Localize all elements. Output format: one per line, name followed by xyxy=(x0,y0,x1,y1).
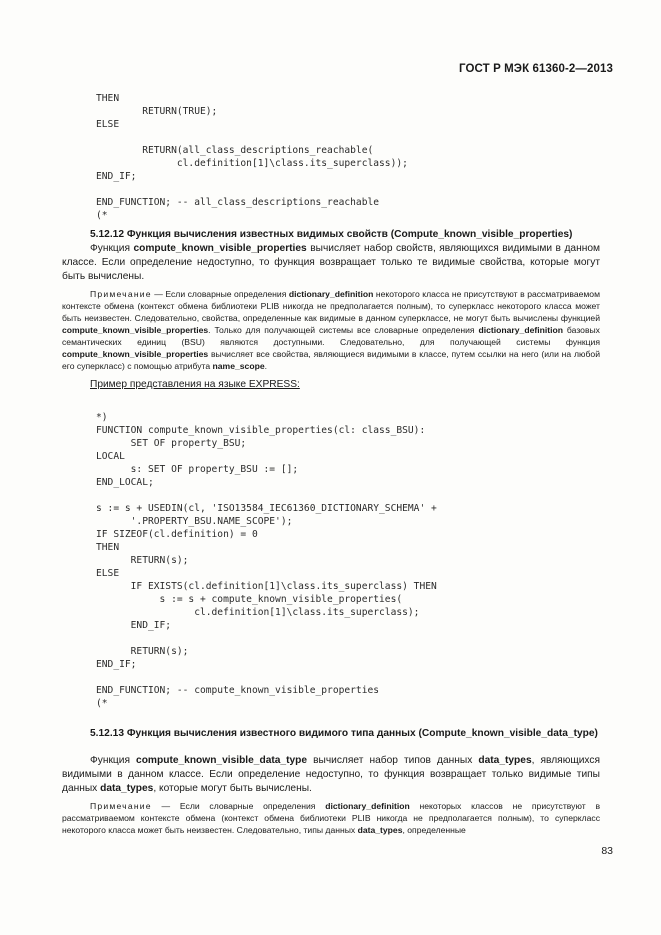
section-heading-5-12-13: 5.12.13 Функция вычисления известного видимого типа данных (Compute_known_visible_data_type) xyxy=(90,728,598,739)
page-number: 83 xyxy=(601,845,613,857)
example-label: Пример представления на языке EXPRESS: xyxy=(90,379,300,390)
code-block-1: THEN RETURN(TRUE); ELSE RETURN(all_class_descriptions_reachable( cl.definition[1]\class.its_superclass)); END_IF; END_FUNCTION; -- all_class_descriptions_reachable (* xyxy=(96,93,408,221)
note-label: Примечание xyxy=(90,289,152,299)
section-heading-5-12-12: 5.12.12 Функция вычисления известных видимых свойств (Compute_known_visible_properties) xyxy=(90,229,573,240)
standard-header: ГОСТ Р МЭК 61360-2—2013 xyxy=(459,63,613,75)
code-block-2: *) FUNCTION compute_known_visible_properties(cl: class_BSU): SET OF property_BSU; LOCAL s: SET OF property_BSU := []; END_LOCAL; s := s + USEDIN(cl, 'ISO13584_IEC61360_DICTIONARY_SCHEMA' + '.PROPERTY_BSU.NAME_SCOPE'); IF SIZEOF(cl.definition) = 0 THEN RETURN(s); ELSE IF EXISTS(cl.definition[1]\class.its_superclass) THEN s := s + compute_known_visible_properties( cl.definition[1]\class.its_superclass); END_IF; RETURN(s); END_IF; END_FUNCTION; -- compute_known_visible_properties (* xyxy=(96,412,437,709)
note-5-12-13: Примечание — Если словарные определения dictionary_definition некоторых классов не присутствуют в рассматриваемом контексте обмена (контекст обмена библиотеки PLIB никогда не предполагается полным), то суперкласс некоторого класса может быть неизвестен. Следовательно, типы данных data_types, определенные xyxy=(62,801,601,835)
note-label: Примечание xyxy=(90,801,152,811)
section-paragraph-5-12-13: Функция compute_known_visible_data_type вычисляет набор типов данных data_types, являющихся видимыми в данном классе. Если определение недоступно, то функция возвращает только видимые типы данных data_types, которые могут быть вычислены. xyxy=(62,755,600,794)
note-5-12-12: Примечание — Если словарные определения dictionary_definition некоторого класса не присутствуют в рассматриваемом контексте обмена (контекст обмена библиотеки PLIB никогда не предполагается полным), то суперкласс некоторого класса может быть неизвестен. Следовательно, свойства, определенные как видимые в данном суперклассе, не могут быть вычислены функцией compute_known_visible_properties. Только для получающей системы все словарные определения dictionary_definition базовых семантических единиц (BSU) являются доступными. Следовательно, для получающей системы функция compute_known_visible_properties вычисляет все свойства, являющиеся видимыми в классе, путем ссылки на него (или на любой его суперкласс) с помощью атрибута name_scope. xyxy=(62,289,600,371)
section-paragraph-5-12-12: Функция compute_known_visible_properties вычисляет набор свойств, являющихся видимыми в данном классе. Если определение недоступно, то функция возвращает только те видимые свойства, которые могут быть вычислены. xyxy=(62,243,600,282)
